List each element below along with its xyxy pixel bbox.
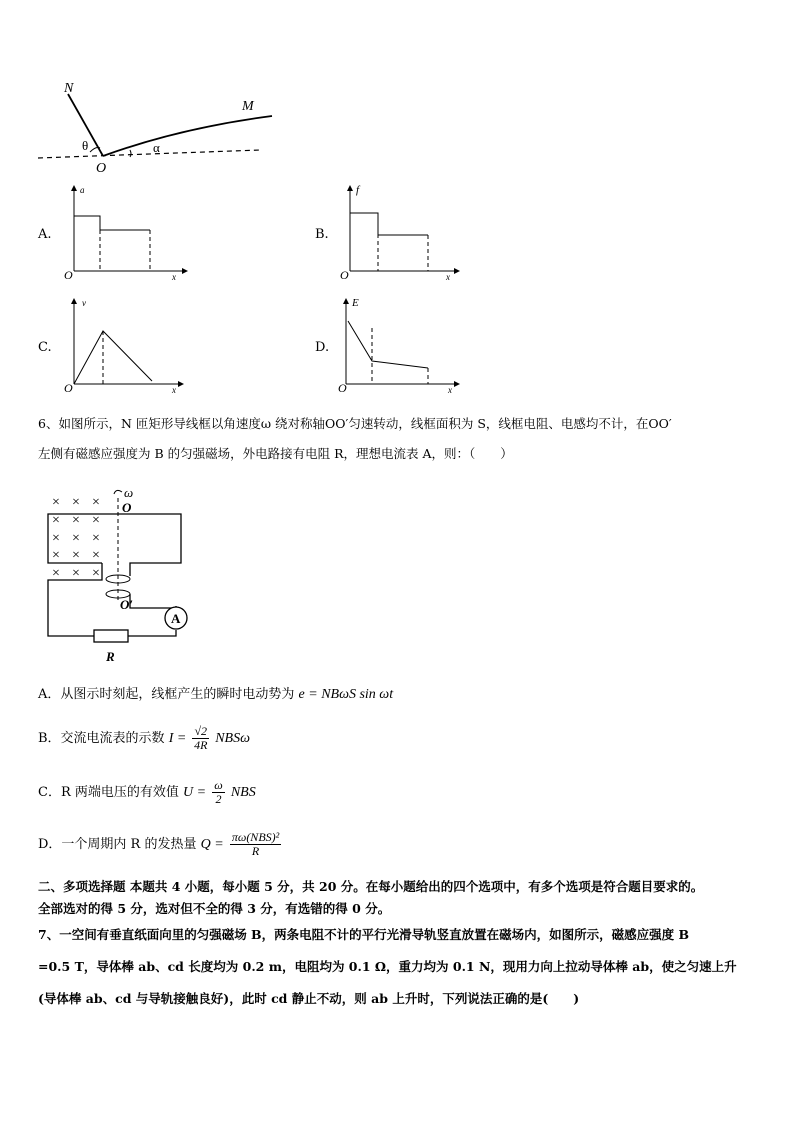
omega-label: ω (124, 485, 134, 500)
option-b-label: B. (315, 227, 329, 242)
q7-line1: 7、一空间有垂直纸面向里的匀强磁场 B，两条电阻不计的平行光滑导轨竖直放置在磁场内，如图所示，磁感应强度 B (38, 927, 690, 942)
q7-line3: (导体棒 ab、cd 与导轨接触良好)，此时 cd 静止不动，则 ab 上升时，下列说法正确的是( ) (38, 991, 580, 1006)
svg-text:×: × (92, 495, 100, 510)
label-O: O (96, 161, 107, 175)
q6-option-a: A．从图示时刻起，线框产生的瞬时电动势为 e = NBωS sin ωt (38, 687, 394, 702)
option-c-label: C. (38, 340, 52, 355)
svg-text:×: × (52, 548, 60, 563)
label-N: N (64, 81, 74, 96)
svg-text:×: × (92, 548, 100, 563)
axis-b-y: f (356, 184, 360, 196)
section2-line1: 二、多项选择题 本题共 4 小题，每小题 5 分，共 20 分。在每小题给出的四个选项中，有多个选项是符合题目要求的。 (38, 879, 704, 894)
axis-oprime-label: O′ (120, 597, 134, 612)
axis-d-x: x (448, 385, 452, 395)
svg-text:×: × (72, 495, 80, 510)
axis-d-origin: O (338, 381, 347, 395)
axis-b-origin: O (340, 268, 349, 282)
resistor-label: R (106, 649, 115, 664)
label-M: M (242, 99, 254, 114)
svg-text:×: × (52, 513, 60, 528)
label-alpha: α (153, 140, 160, 155)
incline-figure (30, 80, 280, 175)
magnetic-field-crosses (52, 495, 100, 581)
svg-text:×: × (72, 513, 80, 528)
svg-text:×: × (92, 531, 100, 546)
axis-a-origin: O (64, 268, 73, 282)
axis-c-y: v (82, 298, 86, 308)
q6-option-c: C．R 两端电压的有效值 U = $\frac{\omega}{2}$ NBS (38, 778, 256, 806)
axis-a-x: x (172, 272, 176, 282)
graph-c (60, 296, 190, 396)
ammeter-label: A (171, 611, 181, 626)
q6-circuit-figure (38, 484, 198, 666)
section2-line2: 全部选对的得 5 分，选对但不全的得 3 分，有选错的得 0 分。 (38, 901, 391, 916)
graph-a (60, 183, 190, 283)
q6-stem-line2: 左侧有磁感应强度为 B 的匀强磁场，外电路接有电阻 R，理想电流表 A，则：（ ） (38, 446, 513, 461)
svg-text:×: × (92, 566, 100, 581)
q7-line2: =0.5 T，导体棒 ab、cd 长度均为 0.2 m，电阻均为 0.1 Ω，重力均为 0.1 N，现用力向上拉动导体棒 ab，使之匀速上升 (38, 959, 737, 974)
graph-d (336, 296, 466, 396)
axis-b-x: x (446, 272, 450, 282)
axis-c-origin: O (64, 381, 73, 395)
svg-text:×: × (72, 548, 80, 563)
q6-option-b: B．交流电流表的示数 I = $\frac{√2}{4R}$ NBSω (38, 724, 250, 752)
q6-stem-line1: 6、如图所示，N 匝矩形导线框以角速度ω 绕对称轴OO′匀速转动，线框面积为 S，线框电阻、电感均不计，在OO′ (38, 416, 672, 431)
svg-text:×: × (52, 531, 60, 546)
axis-o-label: O (122, 500, 132, 515)
graph-b (336, 183, 466, 283)
svg-text:×: × (52, 495, 60, 510)
q6-option-a-formula: e = NBωS sin ωt (298, 687, 394, 702)
label-theta: θ (82, 138, 89, 153)
svg-text:×: × (92, 513, 100, 528)
option-d-label: D. (315, 340, 330, 355)
svg-text:×: × (72, 531, 80, 546)
svg-text:×: × (52, 566, 60, 581)
svg-text:×: × (72, 566, 80, 581)
axis-a-y: a (80, 185, 85, 195)
axis-d-y: E (352, 297, 359, 309)
option-a-label: A. (38, 227, 52, 242)
q6-option-d: D．一个周期内 R 的发热量 Q = $\frac{\text{πω(NBS)²}}{R}$ (38, 830, 280, 858)
axis-c-x: x (172, 385, 176, 395)
